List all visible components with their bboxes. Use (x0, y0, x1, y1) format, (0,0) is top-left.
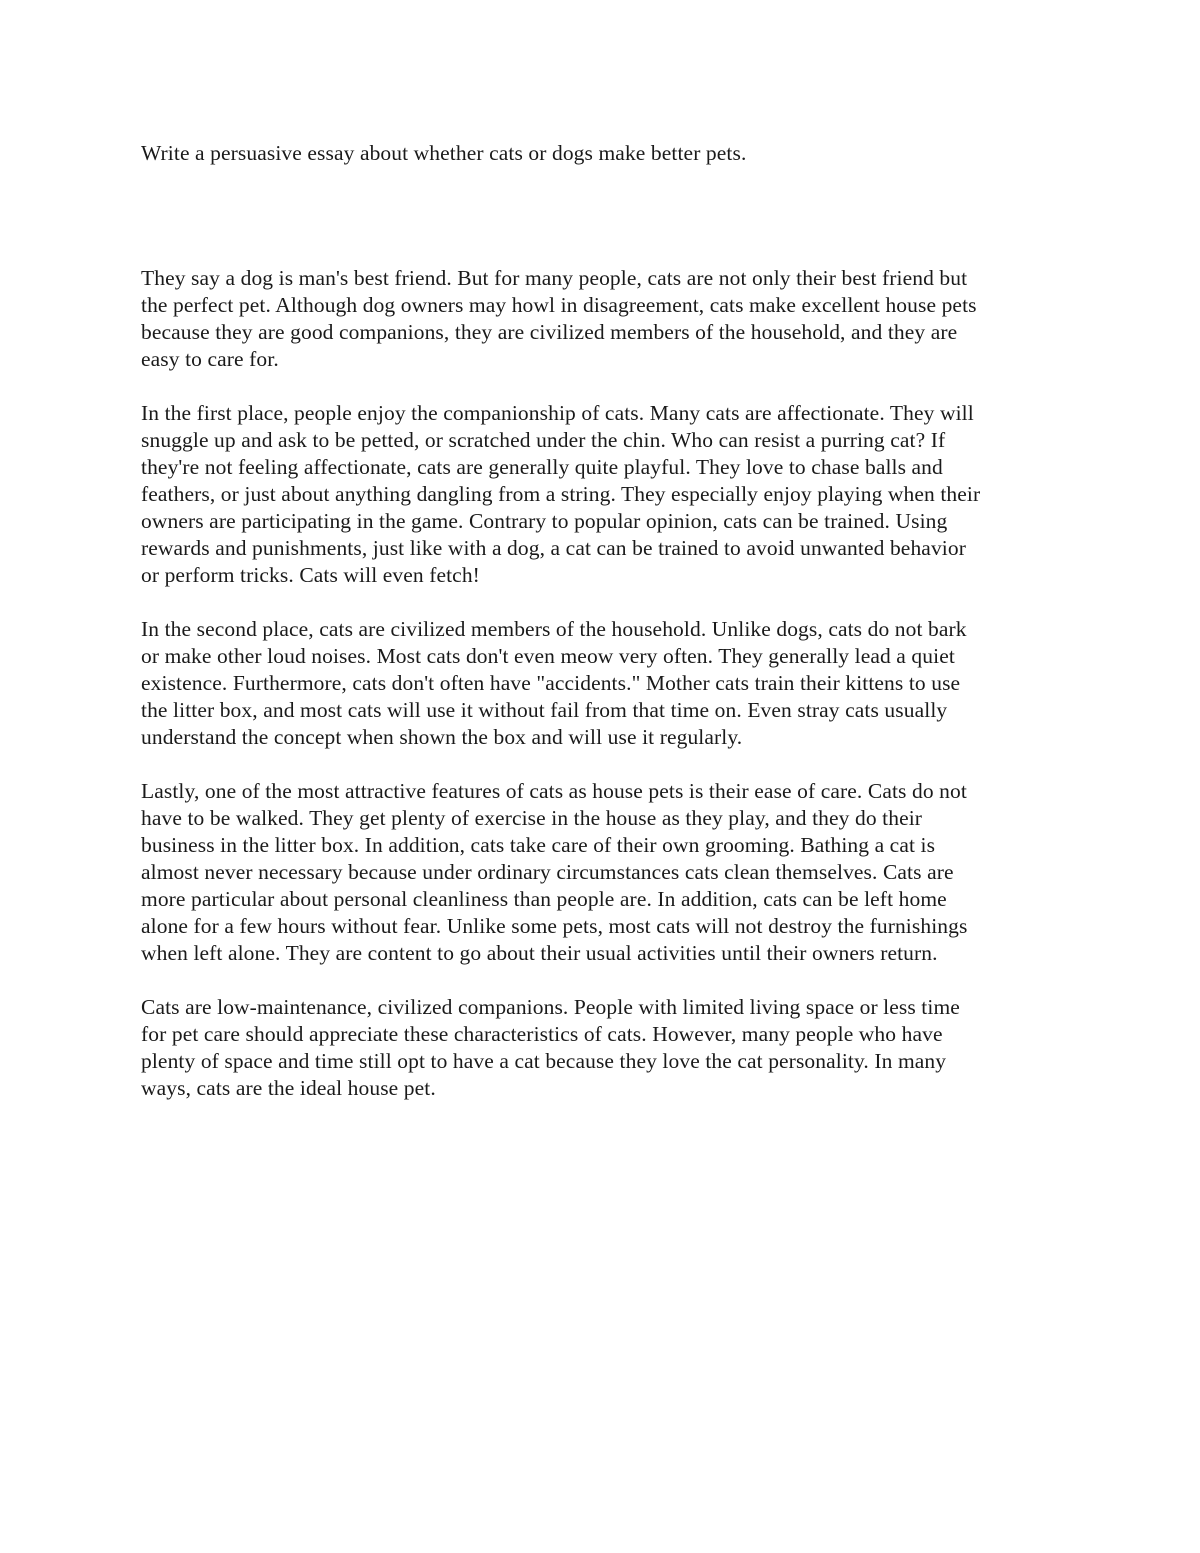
text-line: for pet care should appreciate these characteristics of cats. However, many people who have (141, 1022, 943, 1046)
essay-paragraph-conclusion (141, 994, 1061, 1102)
text-line: because they are good companions, they are civilized members of the household, and they are (141, 320, 958, 344)
text-line: They say a dog is man's best friend. But for many people, cats are not only their best friend but (141, 266, 968, 290)
text-line: existence. Furthermore, cats don't often have "accidents." Mother cats train their kittens to use (141, 671, 961, 695)
text-line: alone for a few hours without fear. Unlike some pets, most cats will not destroy the furnishings (141, 914, 968, 938)
text-line: they're not feeling affectionate, cats are generally quite playful. They love to chase balls and (141, 455, 943, 479)
text-line: rewards and punishments, just like with a dog, a cat can be trained to avoid unwanted behavior (141, 536, 966, 560)
text-line: or perform tricks. Cats will even fetch! (141, 563, 480, 587)
text-line: understand the concept when shown the box and will use it regularly. (141, 725, 743, 749)
text-line: In the second place, cats are civilized members of the household. Unlike dogs, cats do not bark (141, 617, 967, 641)
text-line: feathers, or just about anything dangling from a string. They especially enjoy playing when their (141, 482, 981, 506)
text-line: more particular about personal cleanliness than people are. In addition, cats can be left home (141, 887, 947, 911)
essay-paragraph-intro (141, 265, 1061, 373)
text-line: the litter box, and most cats will use it without fail from that time on. Even stray cats usually (141, 698, 948, 722)
text-line: have to be walked. They get plenty of exercise in the house as they play, and they do their (141, 806, 923, 830)
essay-paragraph-civilized (141, 616, 1061, 751)
text-line: plenty of space and time still opt to have a cat because they love the cat personality. In many (141, 1049, 947, 1073)
text-line: Lastly, one of the most attractive features of cats as house pets is their ease of care. Cats do not (141, 779, 967, 803)
text-line: In the first place, people enjoy the companionship of cats. Many cats are affectionate. They will (141, 401, 974, 425)
text-line: almost never necessary because under ordinary circumstances cats clean themselves. Cats are (141, 860, 954, 884)
text-line: Cats are low-maintenance, civilized companions. People with limited living space or less time (141, 995, 960, 1019)
text-line: or make other loud noises. Most cats don't even meow very often. They generally lead a quiet (141, 644, 955, 668)
essay-paragraph-companionship (141, 400, 1061, 589)
essay-paragraph-ease-of-care (141, 778, 1061, 967)
text-line: the perfect pet. Although dog owners may howl in disagreement, cats make excellent house pets (141, 293, 977, 317)
text-line: ways, cats are the ideal house pet. (141, 1076, 436, 1100)
text-line: owners are participating in the game. Contrary to popular opinion, cats can be trained. Using (141, 509, 948, 533)
essay-text (141, 265, 1061, 1102)
document-body (141, 140, 1061, 1129)
essay-prompt: Write a persuasive essay about whether cats or dogs make better pets. (141, 141, 747, 165)
text-line: easy to care for. (141, 347, 279, 371)
text-line: snuggle up and ask to be petted, or scratched under the chin. Who can resist a purring cat? If (141, 428, 946, 452)
text-line: when left alone. They are content to go about their usual activities until their owners return. (141, 941, 938, 965)
text-line: business in the litter box. In addition, cats take care of their own grooming. Bathing a cat is (141, 833, 936, 857)
